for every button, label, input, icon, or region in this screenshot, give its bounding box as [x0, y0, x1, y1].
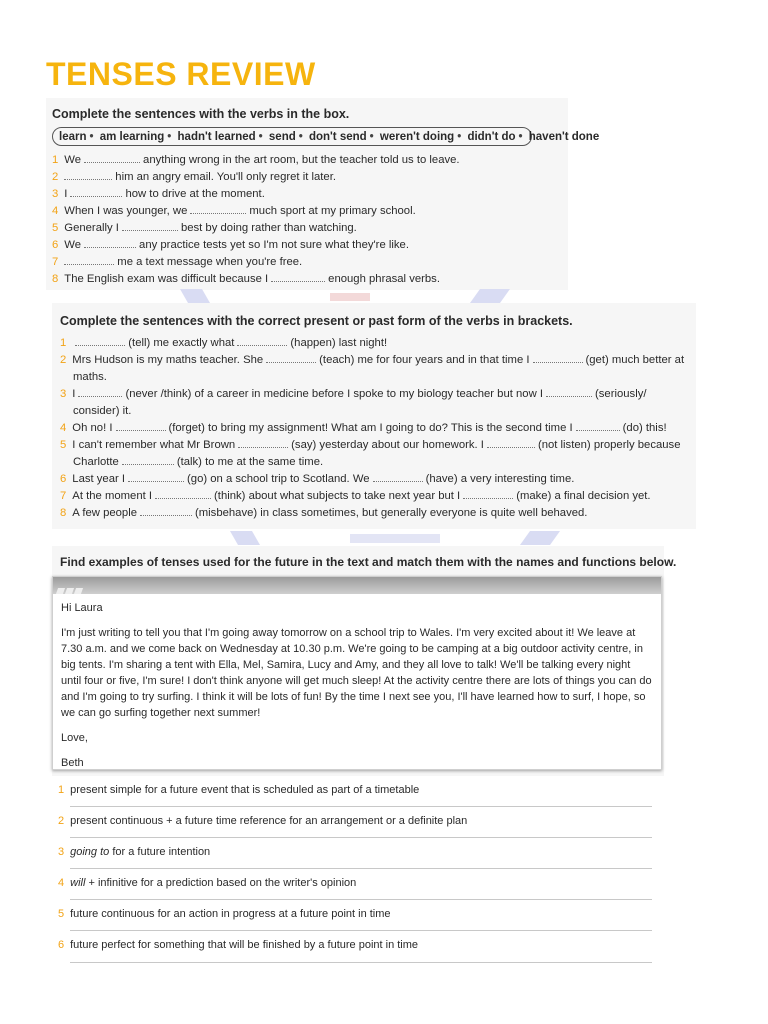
- exercise-2-item: 8 A few people (misbehave) in class sometimes, but generally everyone is quite well behaved.: [60, 507, 588, 519]
- answer-blank[interactable]: [70, 186, 122, 197]
- answer-blank[interactable]: [122, 454, 174, 465]
- exercise-1-instruction: Complete the sentences with the verbs in the box.: [52, 107, 350, 121]
- answer-blank[interactable]: [533, 352, 583, 363]
- exercise-1-item: 2 him an angry email. You'll only regret it later.: [52, 171, 336, 183]
- answer-blank[interactable]: [266, 352, 316, 363]
- exercise-1-item: 4 When I was younger, we much sport at my primary school.: [52, 205, 416, 217]
- exercise-2-item: 5 I can't remember what Mr Brown (say) yesterday about our homework. I (not listen) properly because: [60, 439, 681, 451]
- exercise-1-item: 5 Generally I best by doing rather than watching.: [52, 222, 357, 234]
- window-controls-icon: [57, 581, 84, 599]
- exercise-1-item: 8 The English exam was difficult because I enough phrasal verbs.: [52, 273, 440, 285]
- answer-blank[interactable]: [155, 488, 211, 499]
- email-body: [53, 594, 661, 777]
- exercise-2-item: 1 (tell) me exactly what (happen) last night!: [60, 337, 388, 349]
- exercise-2-item: maths.: [73, 371, 107, 383]
- exercise-3-instruction: Find examples of tenses used for the future in the text and match them with the names and functions below.: [60, 555, 677, 569]
- function-item: 4 will + infinitive for a prediction based on the writer's opinion: [58, 877, 357, 889]
- answer-line[interactable]: [70, 899, 652, 900]
- word: weren't doing: [379, 131, 455, 143]
- answer-blank[interactable]: [238, 437, 288, 448]
- answer-line[interactable]: [70, 930, 652, 931]
- exercise-2-instruction: Complete the sentences with the correct present or past form of the verbs in brackets.: [60, 314, 573, 328]
- answer-blank[interactable]: [116, 420, 166, 431]
- answer-blank[interactable]: [190, 203, 246, 214]
- email-closing: Love,: [61, 732, 88, 744]
- answer-blank[interactable]: [122, 220, 178, 231]
- exercise-1-item: 7 me a text message when you're free.: [52, 256, 303, 268]
- answer-blank[interactable]: [487, 437, 535, 448]
- answer-line[interactable]: [70, 837, 652, 838]
- email-greeting: Hi Laura: [61, 602, 103, 614]
- exercise-2-item: 4 Oh no! I (forget) to bring my assignment! What am I going to do? This is the second time I (do) this!: [60, 422, 667, 434]
- answer-blank[interactable]: [128, 471, 184, 482]
- function-item: 3 going to for a future intention: [58, 846, 211, 858]
- exercise-2-item: 3 I (never /think) of a career in medicine before I spoke to my biology teacher but now I (seriously/: [60, 388, 647, 400]
- exercise-2-item: consider) it.: [73, 405, 132, 417]
- exercise-2-item: 7 At the moment I (think) about what subjects to take next year but I (make) a final decision yet.: [60, 490, 651, 502]
- function-item: 5 future continuous for an action in progress at a future point in time: [58, 908, 391, 920]
- word-box: learn • am learning • hadn't learned • send • don't send • weren't doing • didn't do • haven't done: [52, 127, 532, 146]
- answer-line[interactable]: [70, 962, 652, 963]
- answer-blank[interactable]: [64, 254, 114, 265]
- decorative-stripes: [180, 289, 520, 303]
- answer-line[interactable]: [70, 868, 652, 869]
- word: don't send: [308, 131, 367, 143]
- exercise-1-item: 1 We anything wrong in the art room, but the teacher told us to leave.: [52, 154, 460, 166]
- answer-blank[interactable]: [84, 237, 136, 248]
- answer-blank[interactable]: [576, 420, 620, 431]
- exercise-1-item: 6 We any practice tests yet so I'm not sure what they're like.: [52, 239, 409, 251]
- answer-blank[interactable]: [271, 271, 325, 282]
- answer-blank[interactable]: [78, 386, 122, 397]
- exercise-2-item: Charlotte (talk) to me at the same time.: [73, 456, 324, 468]
- email-window: [52, 576, 662, 770]
- email-signature: Beth: [61, 757, 84, 769]
- function-item: 2 present continuous + a future time reference for an arrangement or a definite plan: [58, 815, 468, 827]
- word: am learning: [99, 131, 165, 143]
- word: haven't done: [528, 131, 600, 143]
- function-item: 6 future perfect for something that will be finished by a future point in time: [58, 939, 419, 951]
- exercise-1-item: 3 I how to drive at the moment.: [52, 188, 265, 200]
- page-title: TENSES REVIEW: [46, 56, 316, 92]
- answer-blank[interactable]: [463, 488, 513, 499]
- answer-line[interactable]: [70, 806, 652, 807]
- email-title-bar: [53, 577, 661, 594]
- exercise-2-item: 6 Last year I (go) on a school trip to Scotland. We (have) a very interesting time.: [60, 473, 575, 485]
- answer-blank[interactable]: [84, 152, 140, 163]
- answer-blank[interactable]: [373, 471, 423, 482]
- function-item: 1 present simple for a future event that is scheduled as part of a timetable: [58, 784, 420, 796]
- word: hadn't learned: [177, 131, 256, 143]
- email-text: I'm just writing to tell you that I'm going away tomorrow on a school trip to Wales. I'm very excited about it! We leave at 7.30 a.m. and we come back on Wednesday at 10.30 p.m. We're going to be camping at a big outdoor activity centre, in big tents. I'm sharing a tent with Ella, Mel, Samira, Lucy and Amy, and they all love to talk! We'll be talking every night until four or five, I'm sure! I don't think anyone will get much sleep! At the activity centre there are lots of things you can do and I'm going to try surfing. I think it will be lots of fun! By the time I next see you, I'll have learned how to surf, I hope, so we can go surfing together next summer!: [61, 627, 652, 719]
- answer-blank[interactable]: [75, 335, 125, 346]
- answer-blank[interactable]: [546, 386, 592, 397]
- word: didn't do: [467, 131, 516, 143]
- word: send: [268, 131, 296, 143]
- word: learn: [59, 131, 87, 143]
- decorative-stripes: [230, 531, 570, 545]
- exercise-2-item: 2 Mrs Hudson is my maths teacher. She (teach) me for four years and in that time I (get) much better at: [60, 354, 685, 366]
- answer-blank[interactable]: [140, 505, 192, 516]
- answer-blank[interactable]: [237, 335, 287, 346]
- answer-blank[interactable]: [64, 169, 112, 180]
